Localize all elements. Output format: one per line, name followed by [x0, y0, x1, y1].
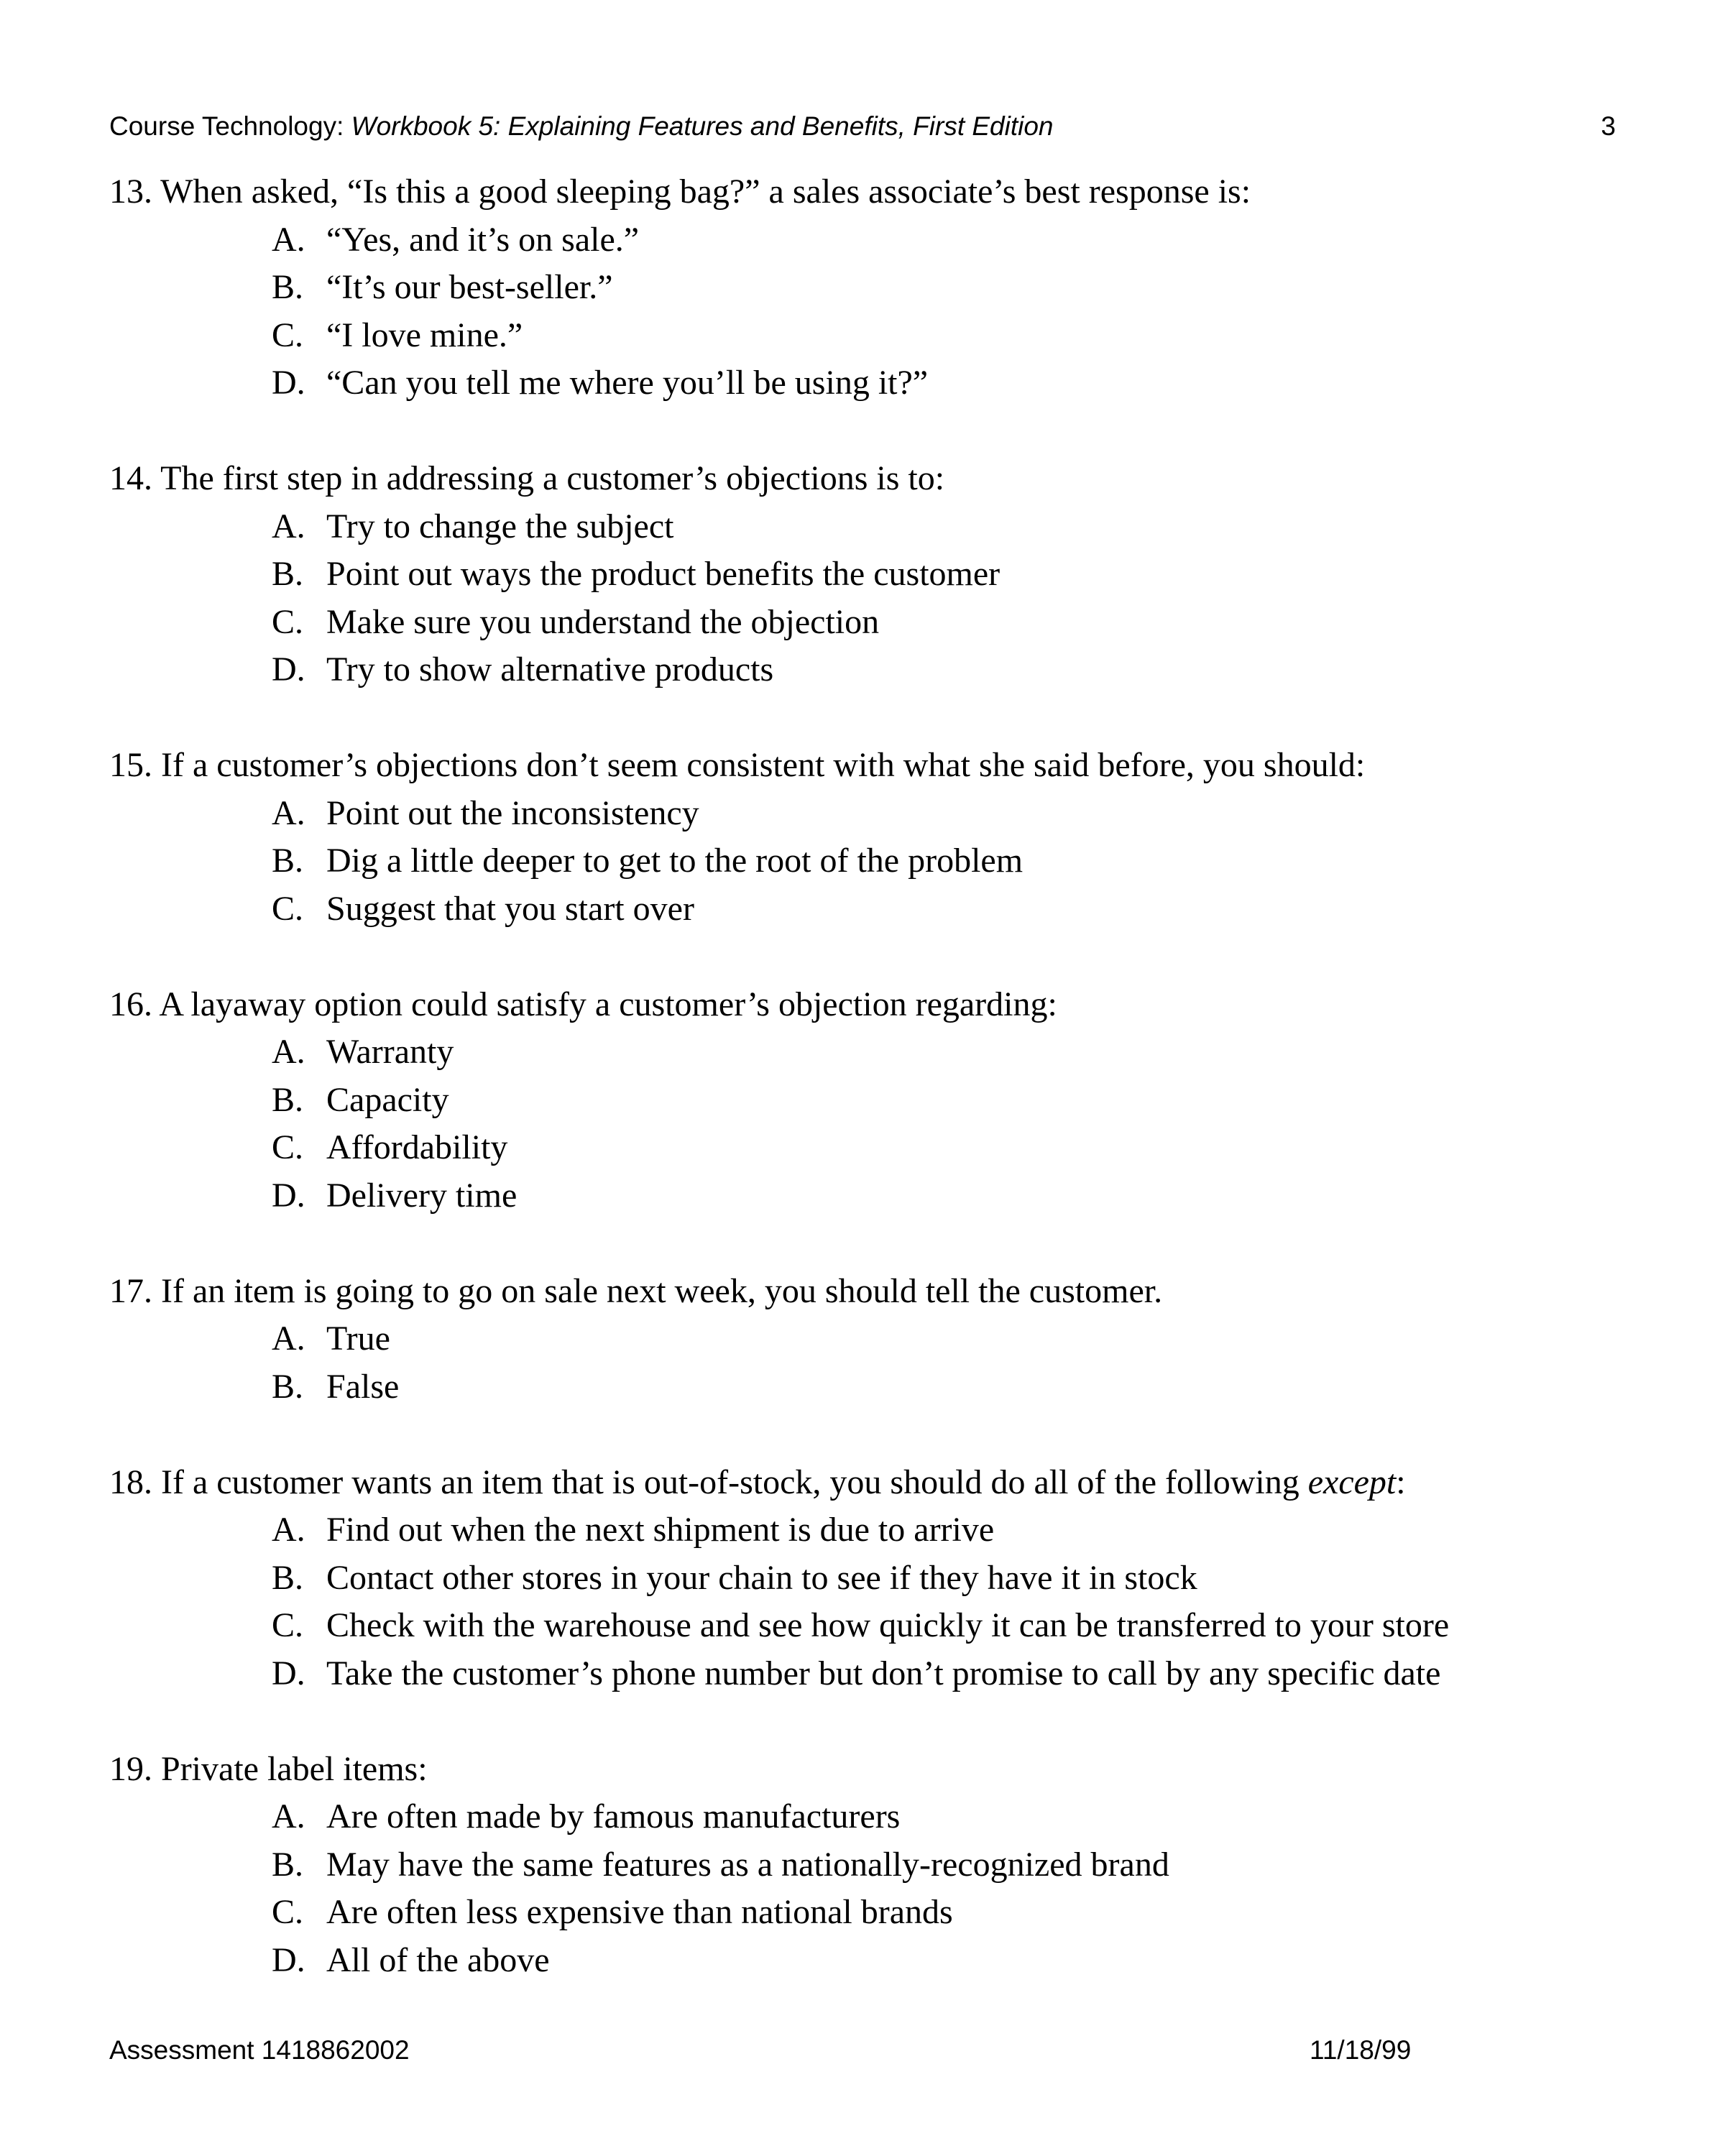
option-letter: B. [272, 1558, 304, 1597]
option-letter: B. [272, 1845, 304, 1884]
option-text: Are often made by famous manufacturers [326, 1797, 901, 1835]
option-letter: C. [272, 315, 304, 354]
option-letter: C. [272, 1128, 304, 1166]
answer-option [109, 837, 1633, 885]
option-letter: B. [272, 1367, 304, 1406]
option-text: “It’s our best-seller.” [326, 268, 613, 306]
option-text: “I love mine.” [326, 315, 523, 354]
question-16 [109, 981, 1633, 1220]
course-label: Course Technology: [109, 111, 351, 141]
answer-option [109, 1841, 1633, 1889]
option-text: Suggest that you start over [326, 889, 694, 928]
answer-option [109, 550, 1633, 599]
question-text: A layaway option could satisfy a customer’s objection regarding: [159, 985, 1057, 1023]
answer-option [109, 1889, 1633, 1937]
answer-option [109, 1363, 1633, 1411]
option-letter: D. [272, 1176, 305, 1215]
option-letter: B. [272, 555, 304, 593]
option-text: Delivery time [326, 1176, 518, 1215]
question-text: Private label items: [161, 1749, 428, 1788]
question-number: 19. [109, 1749, 152, 1788]
answer-option [109, 885, 1633, 934]
answer-option [109, 1172, 1633, 1220]
assessment-id: Assessment 1418862002 [109, 2035, 410, 2065]
option-letter: C. [272, 889, 304, 928]
answer-option [109, 599, 1633, 647]
option-letter: D. [272, 650, 305, 688]
question-number: 13. [109, 172, 152, 211]
footer-date: 11/18/99 [1310, 2035, 1412, 2065]
page-header [109, 106, 1616, 147]
answer-option [109, 1077, 1633, 1125]
option-text: “Yes, and it’s on sale.” [326, 220, 640, 259]
question-text: If a customer wants an item that is out-of-stock, you should do all of the following [161, 1462, 1308, 1501]
question-14 [109, 455, 1633, 694]
option-letter: D. [272, 364, 305, 402]
question-stem [109, 981, 1633, 1029]
page-footer [109, 2032, 1417, 2068]
option-letter: C. [272, 1606, 304, 1644]
answer-option [109, 1602, 1633, 1650]
answer-option [109, 503, 1633, 551]
question-stem [109, 742, 1633, 790]
option-text: Take the customer’s phone number but don’t promise to call by any specific date [326, 1654, 1441, 1692]
option-letter: B. [272, 842, 304, 880]
option-text: Warranty [326, 1033, 454, 1071]
answer-option [109, 1793, 1633, 1841]
answer-option [109, 359, 1633, 407]
question-19 [109, 1746, 1633, 1985]
answer-option [109, 1650, 1633, 1698]
option-letter: A. [272, 1797, 305, 1835]
option-letter: A. [272, 220, 305, 259]
question-number: 14. [109, 459, 152, 497]
question-13 [109, 168, 1633, 407]
option-letter: C. [272, 1893, 304, 1931]
answer-option [109, 1124, 1633, 1172]
option-letter: C. [272, 602, 304, 641]
option-text: Try to change the subject [326, 507, 674, 545]
page-number: 3 [1601, 111, 1616, 141]
option-letter: A. [272, 1033, 305, 1071]
question-emphasis: except [1307, 1462, 1397, 1501]
option-letter: D. [272, 1654, 305, 1692]
option-text: “Can you tell me where you’ll be using it?” [326, 364, 929, 402]
answer-option [109, 1315, 1633, 1363]
question-text: If an item is going to go on sale next week, you should tell the customer. [161, 1271, 1163, 1310]
question-number: 16. [109, 985, 152, 1023]
question-text-end: : [1396, 1462, 1406, 1501]
answer-option [109, 1506, 1633, 1554]
option-text: Are often less expensive than national brands [326, 1893, 953, 1931]
question-list [109, 168, 1633, 2032]
option-text: May have the same features as a nationally-recognized brand [326, 1845, 1169, 1884]
answer-option [109, 1554, 1633, 1603]
option-text: Dig a little deeper to get to the root of the problem [326, 842, 1024, 880]
option-text: Point out the inconsistency [326, 793, 699, 832]
question-number: 15. [109, 746, 152, 784]
answer-option [109, 264, 1633, 312]
workbook-title: Workbook 5: Explaining Features and Benefits, First Edition [351, 111, 1054, 141]
question-stem [109, 168, 1633, 216]
question-text: If a customer’s objections don’t seem consistent with what she said before, you should: [161, 746, 1366, 784]
option-text: Affordability [326, 1128, 508, 1166]
answer-option [109, 790, 1633, 838]
option-text: Check with the warehouse and see how quickly it can be transferred to your store [326, 1606, 1450, 1644]
question-text: The first step in addressing a customer’s objections is to: [160, 459, 945, 497]
question-15 [109, 742, 1633, 933]
option-letter: A. [272, 1319, 305, 1358]
answer-option [109, 216, 1633, 264]
question-18 [109, 1459, 1633, 1698]
answer-option [109, 312, 1633, 360]
question-number: 18. [109, 1462, 152, 1501]
question-stem [109, 455, 1633, 503]
option-letter: A. [272, 507, 305, 545]
option-text: Make sure you understand the objection [326, 602, 880, 641]
question-stem [109, 1268, 1633, 1316]
option-letter: D. [272, 1940, 305, 1979]
option-letter: A. [272, 793, 305, 832]
option-text: Find out when the next shipment is due to arrive [326, 1511, 995, 1549]
option-text: Try to show alternative products [326, 650, 774, 688]
option-letter: A. [272, 1511, 305, 1549]
question-stem [109, 1746, 1633, 1794]
question-stem [109, 1459, 1633, 1507]
option-letter: B. [272, 1080, 304, 1119]
option-text: True [326, 1319, 390, 1358]
answer-option [109, 1937, 1633, 1985]
question-17 [109, 1268, 1633, 1411]
question-text: When asked, “Is this a good sleeping bag?” a sales associate’s best response is: [160, 172, 1251, 211]
option-letter: B. [272, 268, 304, 306]
answer-option [109, 646, 1633, 694]
option-text: All of the above [326, 1940, 550, 1979]
option-text: Capacity [326, 1080, 449, 1119]
option-text: Contact other stores in your chain to see if they have it in stock [326, 1558, 1197, 1597]
option-text: False [326, 1367, 400, 1406]
answer-option [109, 1028, 1633, 1077]
option-text: Point out ways the product benefits the customer [326, 555, 1000, 593]
question-number: 17. [109, 1271, 152, 1310]
